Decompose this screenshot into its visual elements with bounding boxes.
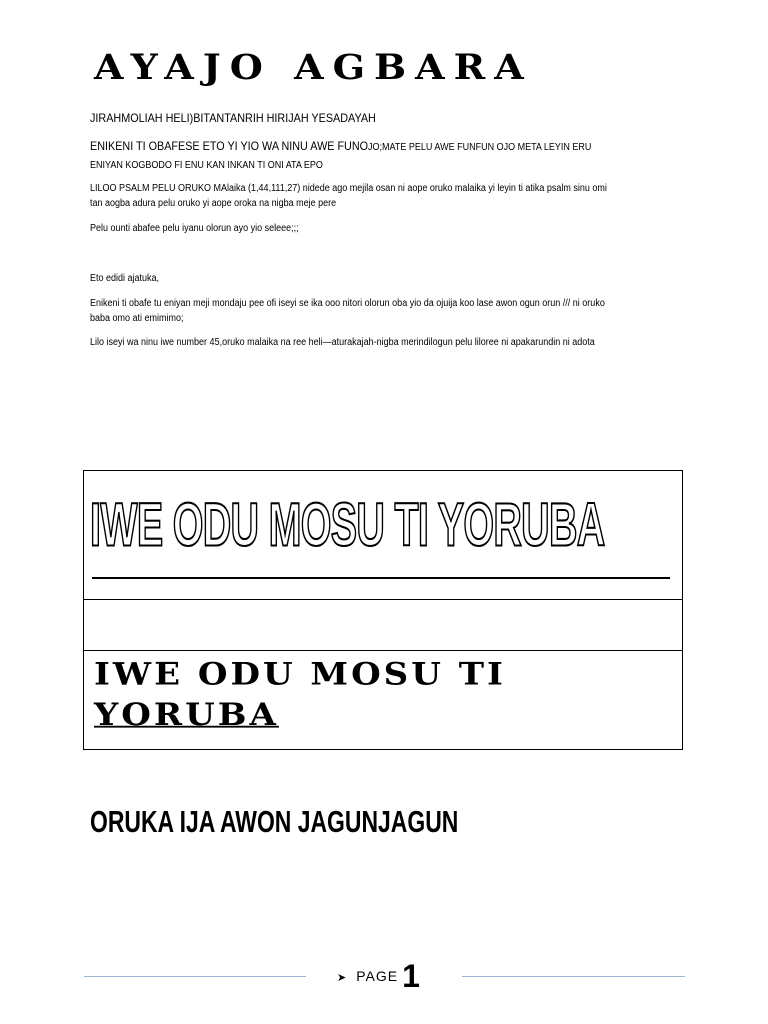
table-row-empty	[84, 599, 682, 651]
table-heading-line1: IWE ODU MOSU TI	[94, 655, 506, 693]
paragraph-enikeni: Enikeni ti obafe tu eniyan meji mondaju pee ofi iseyi se ika ooo nitori olorun oba yio da ojuija koo lase awon ogun orun /// ni oruko baba omo ati emimimo;	[90, 298, 605, 324]
paragraph-invocation: JIRAHMOLIAH HELI)BITANTANRIH HIRIJAH YESADAYAH	[90, 111, 376, 125]
page-label: PAGE	[356, 968, 399, 984]
page-number: 1	[402, 958, 420, 994]
document-title: AYAJO AGBARA	[94, 46, 533, 88]
instructions-main: ENIKENI TI OBAFESE ETO YI YIO WA NINU AWE FUNO	[90, 139, 369, 153]
title-table	[83, 470, 683, 750]
wordart-underline	[92, 577, 670, 579]
paragraph-psalm: LILOO PSALM PELU ORUKO MAlaika (1,44,111,27) nidede ago mejila osan ni aope oruko malaika yi leyin ti atika psalm sinu omi tan aogba adura pelu oruko yi aope oroka na nigba meje pere	[90, 183, 607, 209]
arrow-bullet-icon: ➤	[337, 972, 347, 984]
paragraph-lilo: Lilo iseyi wa ninu iwe number 45,oruko malaika na ree heli—aturakajah-nigba merindilogun pelu liloree ni apakarundin ni adota	[90, 337, 595, 348]
instructions-tail: JO;MATE PELU AWE FUNFUN OJO META LEYIN ERU	[368, 142, 592, 153]
wordart-title: IWE ODU MOSU TI YORUBA	[90, 490, 605, 560]
paragraph-blessing: Pelu ounti abafee pelu iyanu olorun ayo yio seleee;;;	[90, 223, 299, 234]
footer-rule-right	[462, 976, 685, 977]
paragraph-eto: Eto edidi ajatuka,	[90, 273, 160, 284]
table-row-wordart	[84, 471, 682, 600]
footer-rule-left	[84, 976, 306, 977]
instructions-line2: ENIYAN KOGBODO FI ENU KAN INKAN TI ONI ATA EPO	[90, 160, 323, 171]
paragraph-instructions	[90, 138, 621, 174]
table-heading	[94, 654, 676, 735]
section-heading: ORUKA IJA AWON JAGUNJAGUN	[90, 804, 459, 839]
table-row-heading	[84, 650, 682, 751]
page-footer	[337, 958, 420, 995]
table-heading-line2: YORUBA	[94, 696, 279, 734]
